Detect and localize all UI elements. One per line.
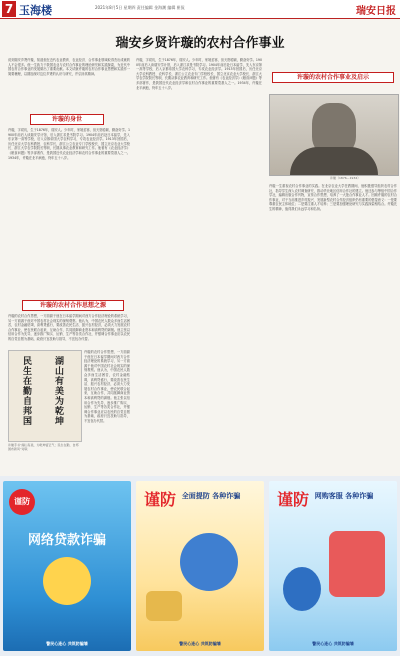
section2-title: 许璇的农村合作思想之源 xyxy=(22,300,124,311)
poster1-badge: 谨防 xyxy=(9,489,35,515)
portrait-body xyxy=(290,147,378,175)
poster2-subtitle: 全面提防 各种诈骗 xyxy=(181,491,241,500)
article-headline: 瑞安乡贤许璇的农村合作事业 xyxy=(115,36,285,51)
page-header xyxy=(0,0,400,19)
poster-loan-fraud xyxy=(3,481,131,651)
poster-shopping-fraud xyxy=(269,481,397,651)
newspaper-logo: 瑞安日报 xyxy=(356,6,396,17)
portrait-photo xyxy=(269,94,399,176)
poster-all-fraud xyxy=(136,481,264,651)
poster2-police-icon xyxy=(180,533,238,591)
section1-title: 许璇的身世 xyxy=(30,114,104,125)
poster1-shield-icon xyxy=(43,557,91,605)
poster1-footer: 警民心连心 共筑防骗墙 xyxy=(46,641,88,646)
poster3-subtitle: 网购客服 各种诈骗 xyxy=(314,491,374,500)
page-meta: 2021年8月5日 星期四 责任编辑 金海潮 编辑 崔侃 xyxy=(95,5,185,10)
section2-text-a: 许璇的农村合作思想，一方面源于他在日本留学期间对西方合作经济理论的系统学习，另一方面源于他对中国农村社会现实的深刻观察。他认为，中国农民人数众多而生活困苦，农村金融枯竭，高利贷盛行，要改善农民生活、振兴农村经济，必须大力发展农村合作事业，使农民联合起来，互助合作，共同抵御商业资本和高利贷的剥削。他主张以信用合作为先导，逐步推广购买、运销、生产等各类合作社，并强调合作事业应以农民的自觉自愿为基础，政府只宜扶助与指导，不宜包办代替。 xyxy=(8,314,130,341)
calligraphy-column-2: 民生在勤自邦国 xyxy=(23,357,33,427)
poster3-title: 谨防 xyxy=(277,490,310,509)
section1-text: 许璇，字叔玑，生于1876年，瑞安人。少年时，家境贫寒，但天资聪颖，勤奋好学。1900年前后入读瑞安学计馆，后入浙江求是书院学习。1904年前后赴日本留学，先入东京第一高等学校，后入京都帝国大学农科学习，专攻农业经济学。1913年回国后，历任北京大学农科教授、农科学长，浙江公立农业专门学校校长、国立北京农业大学校长、浙江大学农学院院长等职，长期从事农业教育和研究工作。他著有《农业经济学》《粮食问题》等多部著作，是我国近代农业经济学和农村合作事业的重要奠基人之一。1934年，许璇在北平病逝，终年五十八岁。 xyxy=(8,128,130,160)
calligraphy-column-1: 湖山有美为乾坤 xyxy=(55,357,65,427)
poster3-cart-icon xyxy=(329,531,385,597)
calligraphy-caption: 许璇手书“湖山有美，为乾坤留正气；民生在勤，自邦国布新风”对联 xyxy=(8,443,79,451)
portrait-caption: 许璇（1876—1934） xyxy=(330,176,361,180)
section2-text-b: 许璇的农村合作思想，一方面源于他在日本留学期间对西方合作经济理论的系统学习，另一方面源于他对中国农村社会现实的深刻观察。他认为，中国农民人数众多而生活困苦，农村金融枯竭，高利贷盛行，要改善农民生活、振兴农村经济，必须大力发展农村合作事业，使农民联合起来，互助合作，共同抵御商业资本和高利贷的剥削。他主张以信用合作为先导，逐步推广购买、运销、生产等各类合作社，并强调合作事业应以农民的自觉自愿为基础，政府只宜扶助与指导，不宜包办代替。 xyxy=(84,350,130,423)
section3-text: 许璇一生重视农村合作事业的实践。在北京农业大学任教期间，他积极倡导组织农村合作社，指导学生深入农村调查研究，推动华北地区信用合作社的建立。他还参与筹组中国合作学社，编辑出版合作刊物，宣传合作思想，培养了一大批合作事业人才。回顾许璇的农村合作事业，对于当前推进乡村振兴、发展新型农村合作经济组织仍有重要的借鉴意义：一是要尊重农民主体地位；二是要注重人才培养；三是要加强理论研究与实践探索相结合。许璇先生的精神，值得我们永远学习和弘扬。 xyxy=(269,184,397,211)
section1-continued: 许璇，字叔玑，生于1876年，瑞安人。少年时，家境贫寒，但天资聪颖，勤奋好学。1900年前后入读瑞安学计馆，后入浙江求是书院学习。1904年前后赴日本留学，先入东京第一高等学校，后入京都帝国大学农科学习，专攻农业经济学。1913年回国后，历任北京大学农科教授、农科学长，浙江公立农业专门学校校长、国立北京农业大学校长、浙江大学农学院院长等职，长期从事农业教育和研究工作。他著有《农业经济学》《粮食问题》等多部著作，是我国近代农业经济学和农村合作事业的重要奠基人之一。1934年，许璇在北平病逝，终年五十八岁。 xyxy=(136,58,262,90)
poster2-phone-icon xyxy=(146,591,182,621)
poster2-footer: 警民心连心 共筑防骗墙 xyxy=(179,641,221,646)
calligraphy-image xyxy=(8,350,82,442)
poster3-footer: 警民心连心 共筑防骗墙 xyxy=(312,641,354,646)
article-intro: 说到瑞安乡贤许璇，知道他在近代农业教育、农业经济、合作事业领域取得杰出成就的人不会很多。他一生致力于我国农业与农村合作事业的理论研究和实践探索，为近代中国农村合作事业的发展做出了重要贡献。本文试就许璇的农村合作事业思想和实践作一简要梳理，以期加深对这位乡贤的认识与研究，并弘扬其精神。 xyxy=(8,58,130,76)
poster3-police-icon xyxy=(283,567,321,611)
poster1-subtitle: 网络贷款诈骗 xyxy=(27,533,106,548)
page-number: 7 xyxy=(2,1,16,17)
section3-title: 许璇的农村合作事业及启示 xyxy=(272,72,394,83)
poster2-title: 谨防 xyxy=(144,490,177,509)
page-name: 玉海楼 xyxy=(19,4,52,17)
